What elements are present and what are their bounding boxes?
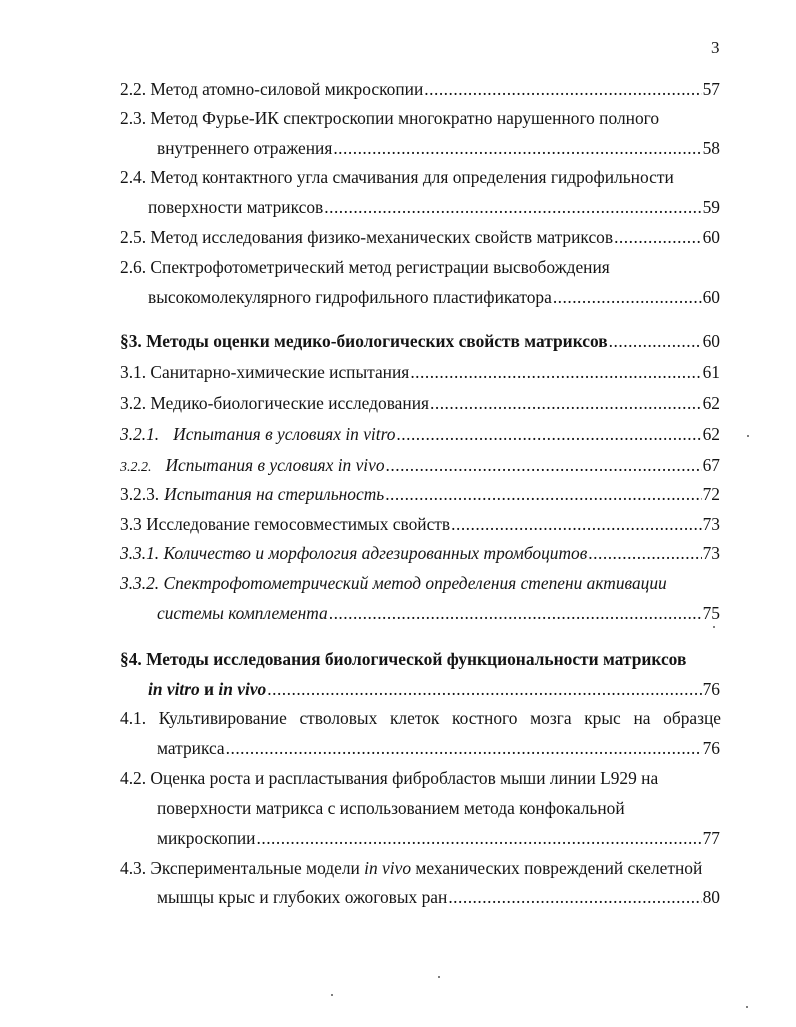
scan-speck: [713, 626, 715, 628]
toc-page-number: 61: [702, 362, 720, 382]
toc-page-number: 76: [702, 679, 720, 699]
toc-entry-number: 3.2.1.: [120, 424, 160, 444]
toc-entry-title-cont: системы комплемента: [157, 603, 328, 623]
toc-entry-title: механических повреждений скелетной: [411, 858, 703, 878]
scan-speck: [746, 1006, 748, 1008]
scan-speck: [438, 976, 440, 978]
toc-entry-3-1: [120, 361, 720, 383]
toc-page-number: 57: [702, 79, 720, 99]
leader-dots: [226, 737, 702, 759]
toc-entry-title-term: in vivo: [364, 858, 412, 878]
toc-entry-3-3-2-line2: [157, 602, 720, 624]
toc-page-number: 60: [702, 331, 720, 351]
toc-entry-title-cont: мышцы крыс и глубоких ожоговых ран: [157, 887, 448, 907]
toc-entry-number: 3.2.3.: [120, 484, 160, 504]
toc-page-number: 75: [702, 603, 720, 623]
toc-entry-title: 3.2. Медико-биологические исследования: [120, 393, 430, 413]
toc-entry-title: 2.6. Спектрофотометрический метод регистрации высвобождения: [120, 257, 610, 277]
toc-entry-2-2: [120, 78, 720, 100]
toc-entry-title: Испытания в условиях in vivo: [165, 455, 385, 475]
toc-section-title: §3. Методы оценки медико-биологических свойств матриксов: [120, 331, 608, 351]
toc-entry-2-4-line1: [120, 166, 674, 188]
toc-section-title: §4. Методы исследования биологической функциональности матриксов: [120, 649, 687, 669]
leader-dots: [448, 886, 701, 908]
leader-dots: [324, 196, 701, 218]
toc-entry-title: 4.1. Культивирование стволовых клеток костного мозга крыс на образце: [120, 708, 721, 728]
leader-dots: [329, 602, 702, 624]
toc-entry-2-6-line1: [120, 256, 610, 278]
toc-section-title-term: in vivo: [218, 679, 267, 699]
toc-entry-2-3-line1: [120, 107, 659, 129]
toc-page-number: 73: [702, 543, 720, 563]
toc-entry-title: 2.3. Метод Фурье-ИК спектроскопии многократно нарушенного полного: [120, 108, 660, 128]
leader-dots: [588, 542, 701, 564]
toc-page-number: 58: [702, 138, 720, 158]
toc-page-number: 67: [702, 455, 720, 475]
toc-entry-title: 2.4. Метод контактного угла смачивания для определения гидрофильности: [120, 167, 674, 187]
leader-dots: [609, 330, 702, 352]
toc-entry-3-3-2-line1: [120, 572, 667, 594]
leader-dots: [430, 392, 702, 414]
leader-dots: [396, 423, 701, 445]
toc-entry-title: 2.5. Метод исследования физико-механических свойств матриксов: [120, 227, 614, 247]
leader-dots: [333, 137, 701, 159]
toc-entry-4-1-line2: [157, 737, 720, 759]
toc-entry-3-2: [120, 392, 720, 414]
toc-entry-4-2-line3: [157, 827, 720, 849]
toc-page-number: 76: [702, 738, 720, 758]
toc-entry-title-cont: внутреннего отражения: [157, 138, 333, 158]
toc-section-4-line2: [148, 678, 720, 700]
toc-page-number: 80: [702, 887, 720, 907]
toc-page-number: 62: [702, 393, 720, 413]
toc-entry-title-cont: поверхности матрикса с использованием метода конфокальной: [157, 798, 625, 818]
toc-entry-title: 3.3.1. Количество и морфология адгезированных тромбоцитов: [120, 543, 588, 563]
toc-entry-3-3: [120, 513, 720, 535]
toc-page-number: 60: [702, 287, 720, 307]
toc-section-3: [120, 330, 720, 352]
toc-entry-title-cont: матрикса: [157, 738, 225, 758]
toc-entry-title: Испытания на стерильность: [164, 484, 385, 504]
toc-page-number: 59: [702, 197, 720, 217]
toc-entry-title-cont: поверхности матриксов: [148, 197, 324, 217]
toc-entry-3-2-1: [120, 423, 720, 445]
toc-page-number: 73: [702, 514, 720, 534]
leader-dots: [410, 361, 701, 383]
toc-page-number: 77: [702, 828, 720, 848]
toc-entry-title-cont: высокомолекулярного гидрофильного пластификатора: [148, 287, 552, 307]
toc-entry-3-2-3: [120, 483, 720, 505]
toc-section-title-conj: и: [199, 679, 219, 699]
toc-section-title-term: in vitro: [148, 679, 200, 699]
leader-dots: [386, 454, 702, 476]
toc-page-number: 72: [702, 484, 720, 504]
toc-entry-2-6-line2: [148, 286, 720, 308]
toc-entry-title: 3.1. Санитарно-химические испытания: [120, 362, 410, 382]
toc-entry-4-3-line1: [120, 857, 702, 879]
toc-section-4-line1: [120, 648, 686, 670]
toc-entry-title: 3.3 Исследование гемосовместимых свойств: [120, 514, 451, 534]
toc-entry-title: 4.3. Экспериментальные модели: [120, 858, 365, 878]
toc-entry-title: 3.3.2. Спектрофотометрический метод определения степени активации: [120, 573, 667, 593]
toc-entry-4-1-line1: [120, 707, 721, 729]
toc-entry-2-4-line2: [148, 196, 720, 218]
leader-dots: [614, 226, 702, 248]
page-number: 3: [711, 38, 720, 57]
toc-entry-4-3-line2: [157, 886, 720, 908]
leader-dots: [451, 513, 701, 535]
toc-entry-2-5: [120, 226, 720, 248]
leader-dots: [553, 286, 702, 308]
scan-speck: [747, 435, 749, 437]
toc-page-number: 62: [702, 424, 720, 444]
leader-dots: [424, 78, 701, 100]
toc-entry-4-2-line2: [157, 797, 625, 819]
toc-entry-4-2-line1: [120, 767, 658, 789]
toc-entry-3-2-2: [120, 454, 720, 479]
toc-entry-title: Испытания в условиях in vitro: [173, 424, 396, 444]
leader-dots: [267, 678, 701, 700]
toc-entry-title-cont: микроскопии: [157, 828, 256, 848]
toc-entry-title: 2.2. Метод атомно-силовой микроскопии: [120, 79, 424, 99]
toc-entry-2-3-line2: [157, 137, 720, 159]
toc-page-number: 60: [702, 227, 720, 247]
scan-speck: [331, 994, 333, 996]
toc-entry-title: 4.2. Оценка роста и распластывания фибробластов мыши линии L929 на: [120, 768, 659, 788]
toc-entry-3-3-1: [120, 542, 720, 564]
toc-entry-number: 3.2.2.: [120, 460, 152, 475]
leader-dots: [257, 827, 702, 849]
leader-dots: [385, 483, 701, 505]
